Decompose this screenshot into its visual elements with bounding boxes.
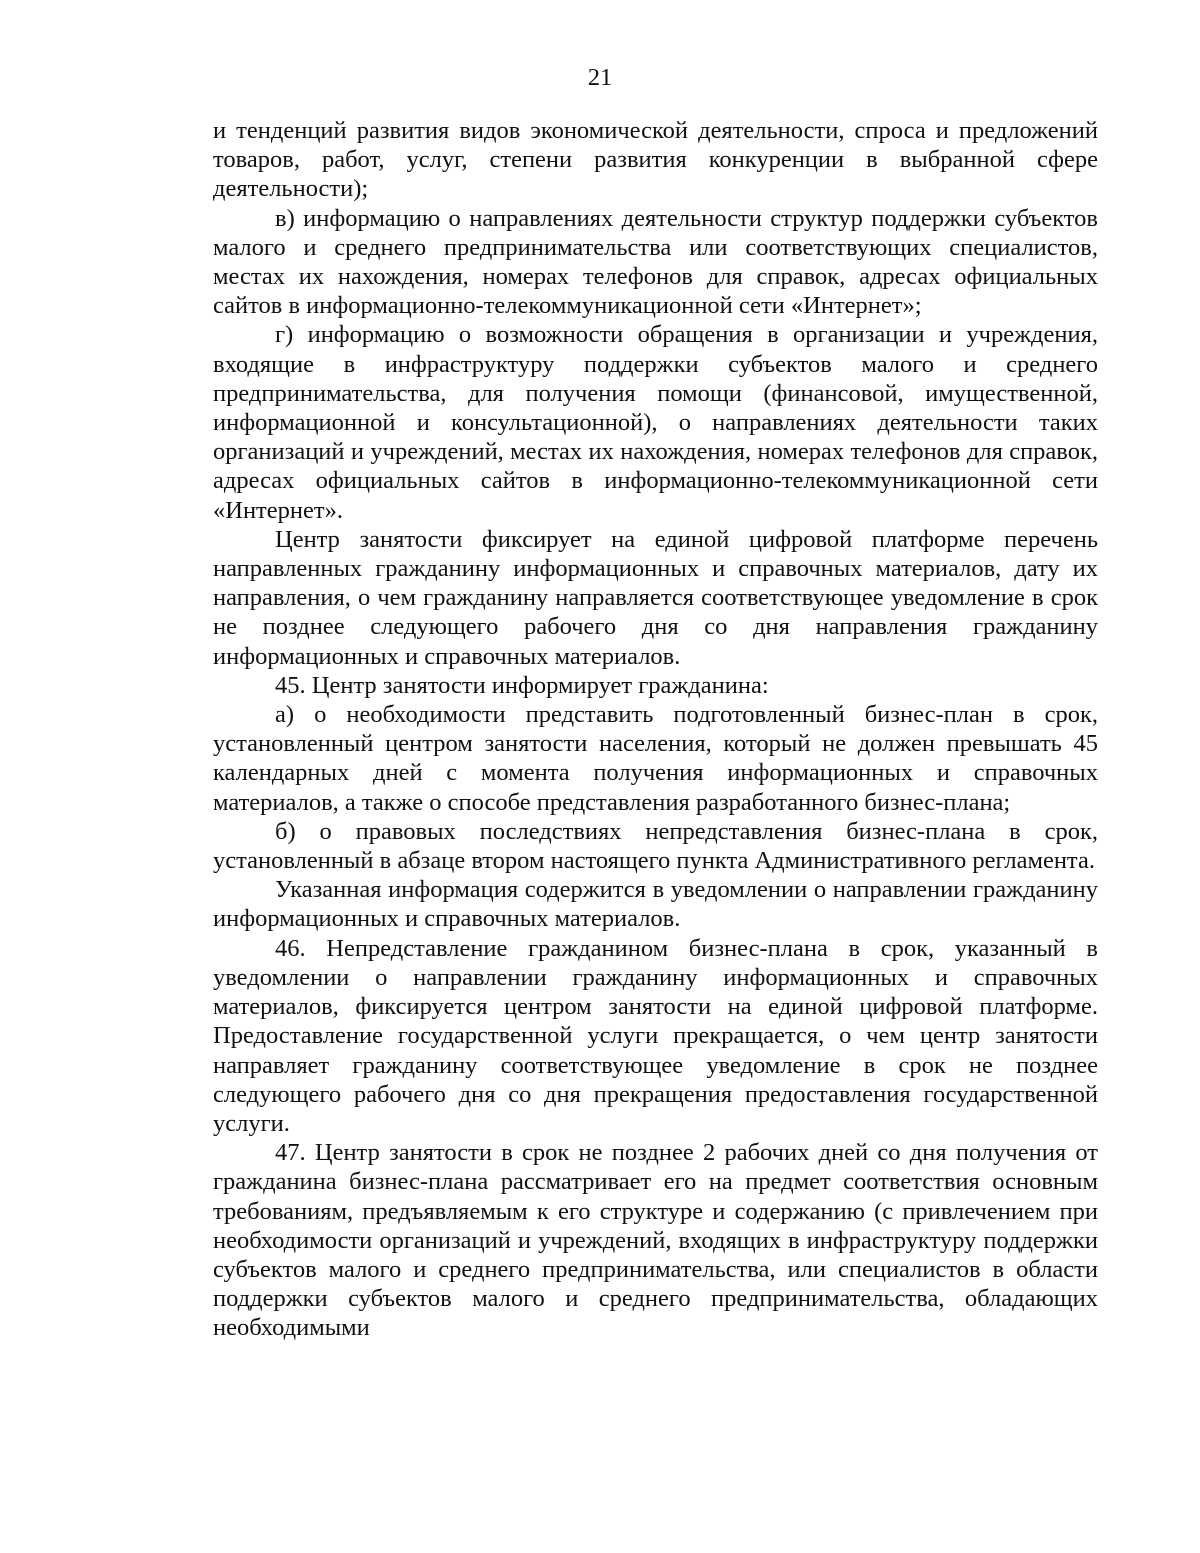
paragraph-item-g: г) информацию о возможности обращения в организации и учреждения, входящие в инфраструктуру поддержки субъектов малого и среднего предпринимательства, для получения помощи (финансовой, имущественной, информационной и консультационной), о направлениях деятельности таких организаций и учреждений, местах их нахождения, номерах телефонов для справок, адресах официальных сайтов в информационно-телекоммуникационной сети «Интернет».	[213, 321, 1098, 524]
document-body	[213, 116, 1098, 1343]
paragraph-46: 46. Непредставление гражданином бизнес-плана в срок, указанный в уведомлении о направлении гражданину информационных и справочных материалов, фиксируется центром занятости на единой цифровой платформе. Предоставление государственной услуги прекращается, о чем центр занятости направляет гражданину соответствующее уведомление в срок не позднее следующего рабочего дня со дня прекращения предоставления государственной услуги.	[213, 934, 1098, 1137]
paragraph-item-v: в) информацию о направлениях деятельности структур поддержки субъектов малого и среднего предпринимательства или соответствующих специалистов, местах их нахождения, номерах телефонов для справок, адресах официальных сайтов в информационно-телекоммуникационной сети «Интернет»;	[213, 204, 1098, 320]
paragraph-47: 47. Центр занятости в срок не позднее 2 рабочих дней со дня получения от гражданина бизнес-плана рассматривает его на предмет соответствия основным требованиям, предъявляемым к его структуре и содержанию (с привлечением при необходимости организаций и учреждений, входящих в инфраструктуру поддержки субъектов малого и среднего предпринимательства, или специалистов в области поддержки субъектов малого и среднего предпринимательства, обладающих необходимыми	[213, 1139, 1098, 1342]
paragraph-center-records: Центр занятости фиксирует на единой цифровой платформе перечень направленных гражданину информационных и справочных материалов, дату их направления, о чем гражданину направляется соответствующее уведомление в срок не позднее следующего рабочего дня со дня направления гражданину информационных и справочных материалов.	[213, 525, 1098, 670]
paragraph-notice-info: Указанная информация содержится в уведомлении о направлении гражданину информационных и справочных материалов.	[213, 876, 1098, 933]
paragraph-45-a: а) о необходимости представить подготовленный бизнес-план в срок, установленный центром занятости населения, который не должен превышать 45 календарных дней с момента получения информационных и справочных материалов, а также о способе представления разработанного бизнес-плана;	[213, 701, 1098, 816]
paragraph-continuation: и тенденций развития видов экономической деятельности, спроса и предложений товаров, работ, услуг, степени развития конкуренции в выбранной сфере деятельности);	[213, 117, 1098, 203]
page-number: 21	[587, 64, 613, 91]
paragraph-45-b: б) о правовых последствиях непредставления бизнес-плана в срок, установленный в абзаце втором настоящего пункта Административного регламента.	[213, 817, 1098, 875]
paragraph-45: 45. Центр занятости информирует гражданина:	[275, 671, 769, 699]
